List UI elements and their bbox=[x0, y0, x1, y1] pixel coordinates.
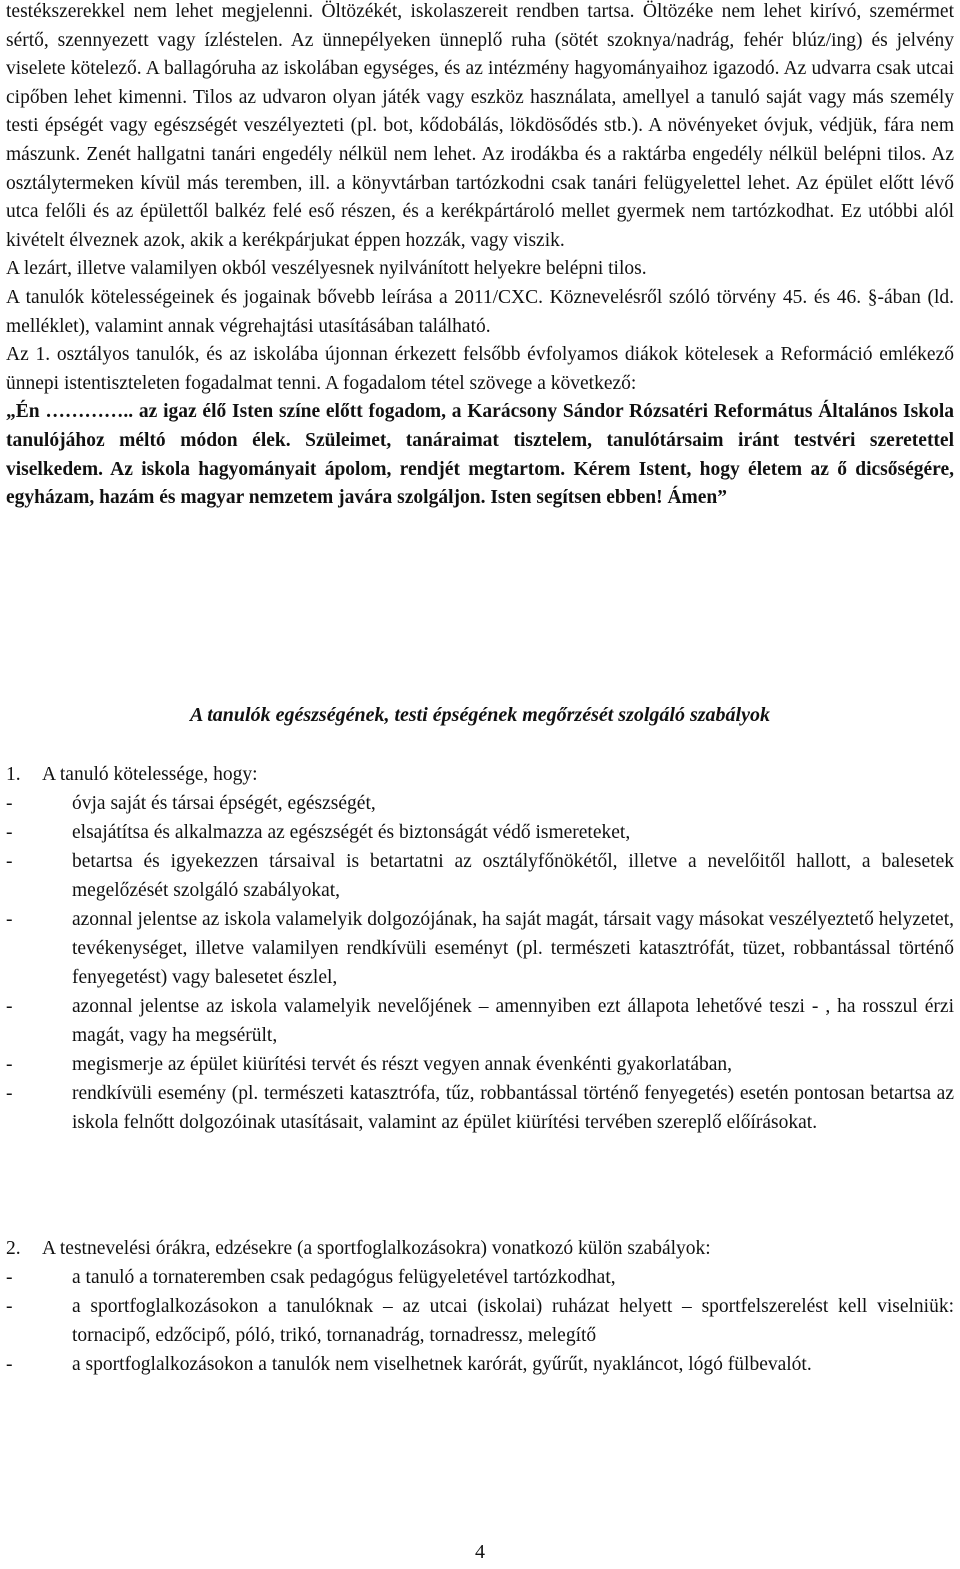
list-item bbox=[6, 1050, 954, 1079]
oath-intro-paragraph: Az 1. osztályos tanulók, és az iskolába újonnan érkezett felsőbb évfolyamos diákok kötelesek a Reformáció emlékező ünnepi istentiszteleten fogadalmat tenni. A fogadalom tétel szövege a következő: bbox=[6, 344, 954, 394]
section-1-list bbox=[6, 789, 954, 1137]
list-item bbox=[6, 1079, 954, 1137]
list-dash: - bbox=[6, 851, 13, 872]
section-heading: A tanulók egészségének, testi épségének megőrzését szolgáló szabályok bbox=[190, 704, 770, 726]
page-number: 4 bbox=[475, 1541, 485, 1563]
list-item-text: a tanuló a tornateremben csak pedagógus felügyeletével tartózkodhat, bbox=[72, 1267, 616, 1288]
list-item bbox=[6, 1350, 954, 1379]
rights-paragraph: A tanulók kötelességeinek és jogainak bővebb leírása a 2011/CXC. Köznevelésről szóló törvény 45. és 46. §-ában (ld. melléklet), valamint annak végrehajtási utasításában található. bbox=[6, 286, 954, 337]
section-1-title-text: A tanuló kötelessége, hogy: bbox=[42, 764, 258, 785]
list-item bbox=[6, 847, 954, 905]
list-item-text: elsajátítsa és alkalmazza az egészségét és biztonságát védő ismereteket, bbox=[72, 822, 631, 843]
section-2-list bbox=[6, 1263, 954, 1379]
list-dash: - bbox=[6, 909, 13, 930]
list-item-text: a sportfoglalkozásokon a tanulóknak – az utcai (iskolai) ruházat helyett – sportfelszerelést kell viselniük: tornacipő, edzőcipő, póló, trikó, tornanadrág, tornadressz, melegítő bbox=[72, 1296, 954, 1346]
list-item-text: rendkívüli esemény (pl. természeti katasztrófa, tűz, robbantással történő fenyegetés) esetén pontosan betartsa az iskola felnőtt dolgozóinak utasításait, valamint az épület kiürítési tervében szereplő előírásokat. bbox=[72, 1083, 954, 1133]
list-item-text: megismerje az épület kiürítési tervét és részt vegyen annak évenkénti gyakorlatában, bbox=[72, 1054, 733, 1075]
list-dash: - bbox=[6, 1083, 13, 1104]
list-item-text: a sportfoglalkozásokon a tanulók nem viselhetnek karórát, gyűrűt, nyakláncot, lógó fülbevalót. bbox=[72, 1354, 812, 1375]
list-dash: - bbox=[6, 822, 13, 843]
list-item-text: azonnal jelentse az iskola valamelyik dolgozójának, ha saját magát, társait vagy másokat veszélyeztető helyzetet, tevékenységet, illetve valamilyen rendkívüli eseményt (pl. természeti katasztrófát, tüzet, robbantással történő fenyegetést) vagy balesetet észlel, bbox=[72, 909, 954, 988]
list-item-text: azonnal jelentse az iskola valamelyik nevelőjének – amennyiben ezt állapota lehetővé teszi - , ha rosszul érzi magát, vagy ha megsérült, bbox=[72, 996, 954, 1046]
list-item bbox=[6, 1263, 954, 1292]
list-dash: - bbox=[6, 1267, 13, 1288]
section-1-number: 1. bbox=[6, 764, 21, 785]
closed-areas-paragraph: A lezárt, illetve valamilyen okból veszélyesnek nyilvánított helyekre belépni tilos. bbox=[6, 258, 647, 280]
intro-paragraph: testékszerekkel nem lehet megjelenni. Öltözékét, iskolaszereit rendben tartsa. Öltözéke nem lehet kirívó, szemérmet sértő, szennyezett vagy ízléstelen. Az ünnepélyeken ünneplő ruha (sötét szoknya/nadrág, fehér blúz/ing) és jelvény viselete kötelező. A ballagóruha az iskolában egységes, és az intézmény hagyományaihoz igazodó. Az udvarra csak utcai cipőben lehet kimenni. Tilos az udvaron olyan játék vagy eszköz használata, amellyel a tanuló saját vagy más személy testi épségét vagy egészségét veszélyezteti (pl. bot, kődobálás, lökdösődés stb.). A növényeket óvjuk, védjük, fára nem mászunk. Zenét hallgatni tanári engedély nélkül nem lehet. Az irodákba és a raktárba engedély nélkül belépni tilos. Az osztálytermeken kívül más teremben, ill. a könyvtárban tartózkodni csak tanári felügyelettel lehet. Az épület előtt lévő utca felőli és az épülettől balkéz felé eső részen, és a kerékpártároló mellet gyermek nem tartózkodhat. Ez utóbbi alól kivételt élveznek azok, akik a kerékpárjukat éppen hozzák, vagy viszik. bbox=[6, 1, 954, 251]
section-2-number: 2. bbox=[6, 1238, 21, 1259]
list-item-text: betartsa és igyekezzen társaival is betartatni az osztályfőnökétől, illetve a nevelőitől hallott, a balesetek megelőzését szolgáló szabályokat, bbox=[72, 851, 954, 901]
oath-text: „Én ………….. az igaz élő Isten színe előtt fogadom, a Karácsony Sándor Rózsatéri Református Általános Iskola tanulójához méltó módon élek. Szüleimet, tanáraimat tisztelem, tanulótársaim iránt testvéri szeretettel viselkedem. Az iskola hagyományait ápolom, rendjét megtartom. Kérem Istent, hogy életem az ő dicsőségére, egyházam, hazám és magyar nemzetem javára szolgáljon. Isten segítsen ebben! Ámen” bbox=[6, 401, 954, 509]
list-dash: - bbox=[6, 996, 13, 1017]
section-2-title-text: A testnevelési órákra, edzésekre (a sportfoglalkozásokra) vonatkozó külön szabályok: bbox=[42, 1238, 711, 1259]
list-item bbox=[6, 1292, 954, 1350]
list-item bbox=[6, 818, 954, 847]
list-item bbox=[6, 992, 954, 1050]
section-2 bbox=[6, 1234, 954, 1379]
list-item-text: óvja saját és társai épségét, egészségét, bbox=[72, 793, 376, 814]
list-dash: - bbox=[6, 1054, 13, 1075]
section-1 bbox=[6, 760, 954, 1137]
list-dash: - bbox=[6, 1354, 13, 1375]
list-dash: - bbox=[6, 1296, 13, 1317]
list-item bbox=[6, 789, 954, 818]
document-page bbox=[6, 0, 954, 1375]
section-2-title bbox=[6, 1234, 954, 1263]
section-1-title bbox=[6, 760, 954, 789]
list-item bbox=[6, 905, 954, 992]
list-dash: - bbox=[6, 793, 13, 814]
